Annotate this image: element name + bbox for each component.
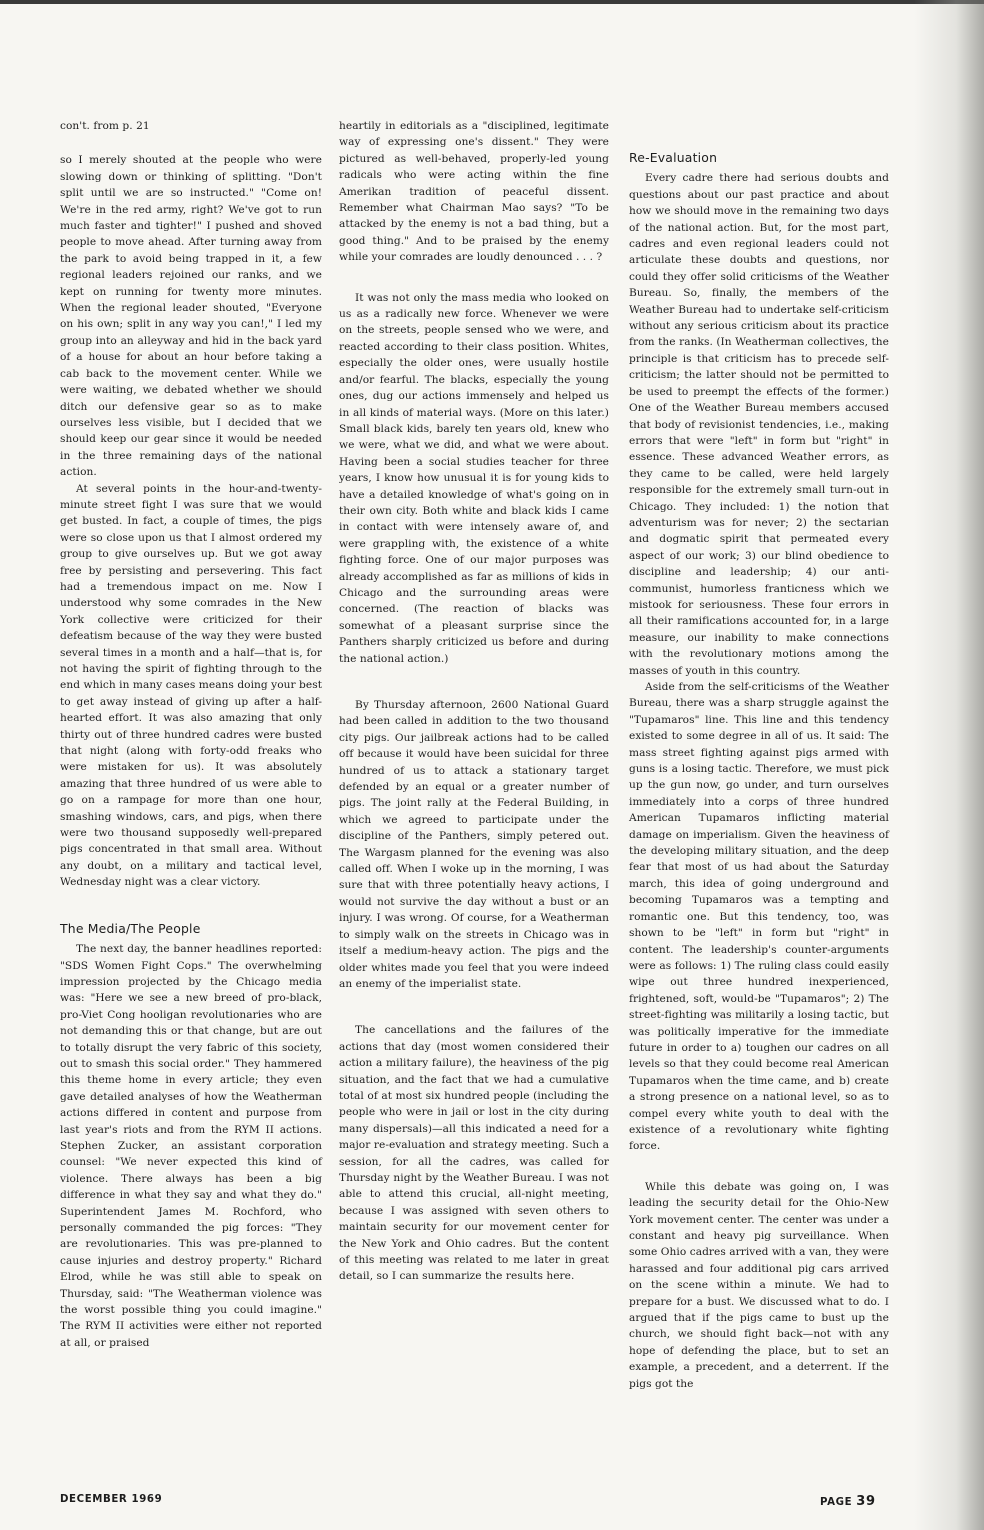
continuation-note: con't. from p. 21 <box>60 120 150 132</box>
page-edge-shadow <box>914 0 984 1530</box>
section-heading: The Media/The People <box>60 920 201 936</box>
column-3 <box>629 150 889 1392</box>
paragraph: Every cadre there had serious doubts and questions about our past practice and about how we should move in the remaining two days of the national action. But, for the most part, cadres and even regional leaders could not articulate these doubts and questions, nor could they offer solid criticisms of the Weather Bureau. So, finally, the members of the Weather Bureau had to undertake self-criticism without any serious criticism about its practice from the ranks. (In Weatherman collectives, the principle is that criticism has to precede self-criticism; the latter should not be permitted to be used to preempt the effects of the former.) One of the Weather Bureau members accused that body of revisionist tendencies, i.e., making errors that were "left" in form but "right" in essence. These advanced Weather errors, as they came to be called, were held largely responsible for the extremely small turn-out in Chicago. They included: 1) the notion that adventurism was for never; 2) the sectarian and dogmatic spirit that permeated every aspect of our work; 3) our blind obedience to discipline and leadership; 4) our anti-communist, humorless franticness which we mistook for seriousness. These four errors in all their ramifications accounted for, in a large measure, our inability to make connections with the revolutionary motions among the masses of youth in this country. <box>629 172 889 677</box>
paragraph: heartily in editorials as a "disciplined, legitimate way of expressing one's dissent." They were pictured as well-behaved, properly-led young radicals who were acting within the fine Amerikan tradition of peaceful dissent. Remember what Chairman Mao says? "To be attacked by the enemy is not a bad thing, but a good thing." And to be praised by the enemy while your comrades are loudly denounced . . . ? <box>339 120 609 264</box>
page-number <box>820 1494 876 1509</box>
spacer <box>60 891 322 921</box>
spacer <box>339 667 609 697</box>
paragraph: The cancellations and the failures of the actions that day (most women considered their action a military failure), the heaviness of the pig situation, and the fact that we had a cumulative total of at most six hundred people (including the people who were in jail or lost in the city during many dispersals)—all this indicated a need for a major re-evaluation and strategy meeting. Such a session, for all the cadres, was called for Thursday night by the Weather Bureau. I was not able to attend this crucial, all-night meeting, because I was assigned with seven others to maintain security for our movement center for the New York and Ohio cadres. But the content of this meeting was related to me later in great detail, so I can summarize the results here. <box>339 1024 609 1283</box>
paragraph: By Thursday afternoon, 2600 National Guard had been called in addition to the two thousand city pigs. Our jailbreak actions had to be called off because it would have been suicidal for three hundred of us to attack a stationary target defended by an equal or a greater number of pigs. The joint rally at the Federal Building, in which we agreed to participate under the discipline of the Panthers, simply petered out. The Wargasm planned for the evening was also called off. When I woke up in the morning, I was sure that with three potentially heavy actions, I would not survive the day without a bust or an injury. I was wrong. Of course, for a Weatherman to simply walk on the streets in Chicago was in itself a medium-heavy action. The pigs and the older whites made you feel that you were indeed an enemy of the imperialist state. <box>339 699 609 990</box>
paragraph: The next day, the banner headlines reported: "SDS Women Fight Cops." The overwhelming impression projected by the Chicago media was: "Here we see a new breed of pro-black, pro-Viet Cong hooligan revolutionaries who are not demanding this or that change, but are out to totally disrupt the very fabric of this society, out to smash this social order." They hammered this theme home in every article; they even gave detailed analyses of how the Weatherman actions differed in content and purpose from last year's riots and from the RYM II actions. Stephen Zucker, an assistant corporation counsel: "We never expected this kind of violence. There always has been a big difference in what they say and what they do." Superintendent James M. Rochford, who personally commanded the pig forces: "They are revolutionaries. This was pre-planned to cause injuries and destroy property." Richard Elrod, while he was still able to speak on Thursday, said: "The Weatherman violence was the worst possible thing you could imagine." The RYM II activities were either not reported at all, or praised <box>60 943 322 1349</box>
paragraph: It was not only the mass media who looked on us as a radically new force. Whenever we were on the streets, people sensed who we were, and reacted according to their class position. Whites, especially the older ones, were usually hostile and/or fearful. The blacks, especially the young ones, dug our actions immensely and helped us in all kinds of material ways. (More on this later.) Small black kids, barely ten years old, knew who we were, what we did, and what we were about. Having been a social studies teacher for three years, I know how unusual it is for young kids to have a detailed knowledge of what's going on in their own city. Both white and black kids I came in contact with were intensely aware of, and were grappling with, the existence of a white fighting force. One of our major purposes was already accomplished as far as millions of kids in Chicago and the surrounding areas were concerned. (The reaction of blacks was somewhat of a pleasant surprise since the Panthers sharply criticized us before and during the national action.) <box>339 291 609 665</box>
top-rule <box>0 0 984 4</box>
column-1 <box>60 118 322 1351</box>
paragraph: While this debate was going on, I was leading the security detail for the Ohio-New York movement center. The center was under a constant and heavy pig surveillance. When some Ohio cadres arrived with a van, they were harassed and four additional pig cars arrived on the scene within a minute. We had to prepare for a bust. We discussed what to do. I argued that if the pigs came to bust up the church, we should fight back—not with any hope of defending the place, but to set an example, a precedent, and a deterrent. If the pigs got the <box>629 1180 889 1390</box>
page-label: PAGE <box>820 1497 853 1508</box>
column-2 <box>339 118 609 1285</box>
page-number-value: 39 <box>856 1494 876 1509</box>
section-heading: Re-Evaluation <box>629 150 718 165</box>
spacer <box>339 992 609 1022</box>
spacer <box>339 266 609 290</box>
spacer <box>629 1155 889 1179</box>
paragraph: Aside from the self-criticisms of the Weather Bureau, there was a sharp struggle against the "Tupamaros" line. This line and this tendency existed to some degree in all of us. It said: The mass street fighting against pigs armed with guns is a losing tactic. Therefore, we must pick up the gun now, go under, and turn ourselves immediately into a corps of three hundred American Tupamaros inflicting material damage on imperialism. Given the heaviness of the developing military situation, and the deep fear that most of us had about the Saturday march, this idea of going underground and becoming Tupamaros was a tempting and romantic one. But this tendency, too, was shown to be "left" in form but "right" in content. The leadership's counter-arguments were as follows: 1) The ruling class could easily wipe out three hundred inexperienced, frightened, soft, would-be "Tupamaros"; 2) The street-fighting was militarily a losing tactic, but was politically imperative for the immediate future in order to a) toughen our cadres on all levels so that they could become real American Tupamaros when the time came, and b) create a strong presence on a national level, so as to compel every white youth to deal with the existence of a revolutionary white fighting force. <box>629 681 889 1153</box>
paragraph: so I merely shouted at the people who were slowing down or thinking of splitting. "Don't split until we are so instructed." "Come on! We're in the red army, right? We've got to run much faster and tighter!" I pushed and shoved people to move ahead. After turning away from the park to avoid being trapped in it, a few regional leaders rejoined our ranks, and we kept on running for twenty more minutes. When the regional leader shouted, "Everyone on his own; split in any way you can!," I led my group into an alleyway and hid in the back yard of a house for about an hour before taking a cab back to the movement center. While we were waiting, we debated whether we should ditch our defensive gear so as to make ourselves less visible, but I decided that we should keep our gear since it would be needed in the three remaining days of the national action. <box>60 154 322 479</box>
issue-date: DECEMBER 1969 <box>60 1494 163 1505</box>
paragraph: At several points in the hour-and-twenty-minute street fight I was sure that we would get busted. In fact, a couple of times, the pigs were so close upon us that I almost ordered my group to give ourselves up. But we got away free by persisting and persevering. This fact had a tremendous impact on me. Now I understood why some comrades in the New York collective were criticized for their defeatism because of the way they were busted several times in a month and a half—that is, for not having the spirit of fighting through to the end which in many cases means doing your best to get away instead of giving up after a half-hearted effort. It was also amazing that only thirty out of three hundred cadres were busted that night (along with forty-odd freaks who were mistaken for us). It was absolutely amazing that three hundred of us were able to go on a rampage for more than one hour, smashing windows, cars, and pigs, when there were two thousand supposedly well-prepared pigs concentrated in that small area. Without any doubt, on a military and tactical level, Wednesday night was a clear victory. <box>60 482 322 889</box>
